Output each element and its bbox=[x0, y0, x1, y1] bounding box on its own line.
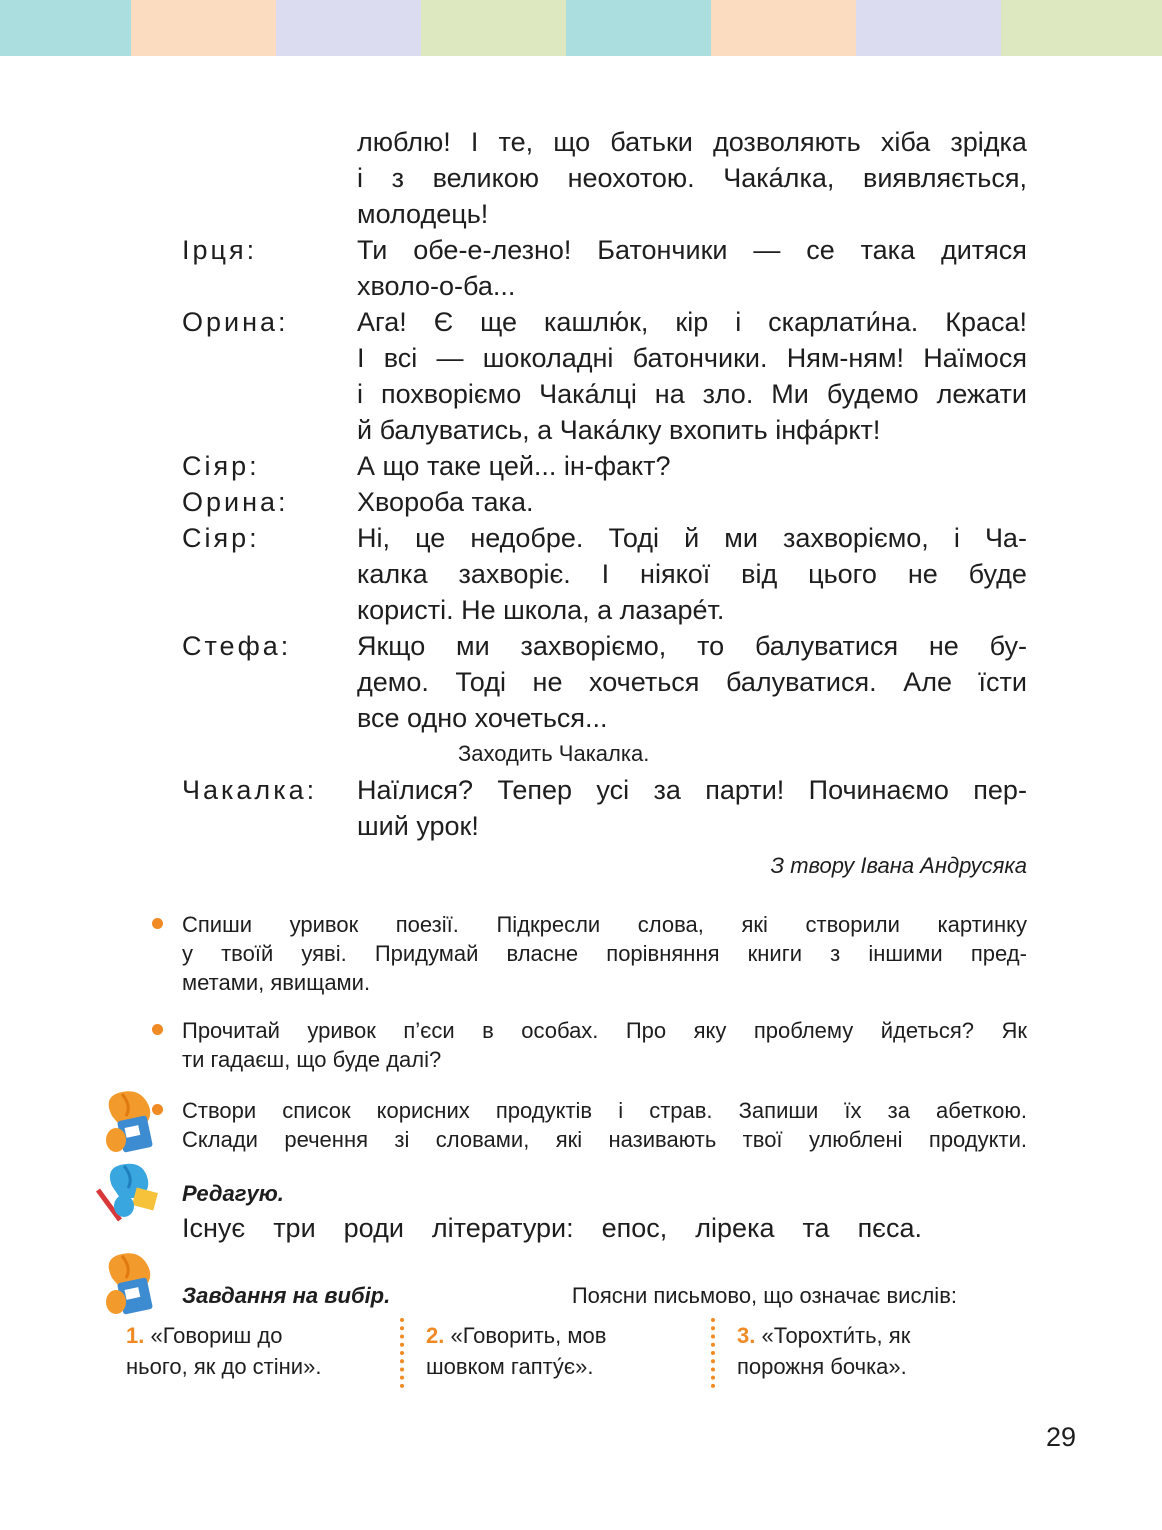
option-text: шовком гапту́є». bbox=[426, 1354, 594, 1379]
speaker-name: Чакалка: bbox=[182, 775, 318, 805]
option-text: порожня бочка». bbox=[737, 1354, 907, 1379]
dialogue-line bbox=[182, 412, 1027, 448]
dialogue-text: і з великою неохотою. Чака́лка, виявляється, bbox=[357, 163, 1027, 193]
dialogue-text: й балуватись, а Чака́лку вхопить інфа́ркт! bbox=[357, 415, 881, 445]
stripe-segment bbox=[711, 0, 856, 56]
task-1-line: метами, явищами. bbox=[182, 970, 371, 995]
speaker-name: Орина: bbox=[182, 307, 289, 337]
stripe-segment bbox=[1001, 0, 1162, 56]
stripe-segment bbox=[566, 0, 711, 56]
dialogue-line bbox=[182, 592, 1027, 628]
option-text: «Говориш до bbox=[150, 1323, 283, 1348]
option-text: «Говорить, мов bbox=[450, 1323, 607, 1348]
speaker-name: Ірця: bbox=[182, 235, 258, 265]
choice-prompt: Поясни письмово, що означає вислів: bbox=[571, 1283, 957, 1308]
dialogue-line bbox=[182, 340, 1027, 376]
orange-mascot-book-icon bbox=[92, 1086, 162, 1156]
speaker-name: Орина: bbox=[182, 487, 289, 517]
choice-option-1 bbox=[126, 1320, 376, 1382]
option-number: 1. bbox=[126, 1323, 145, 1348]
edit-sentence: Існує три роди літератури: епос, лірека та пєса. bbox=[182, 1213, 922, 1243]
dialogue-line bbox=[182, 664, 1027, 700]
edit-heading-text: Редагую. bbox=[182, 1181, 284, 1206]
dialogue-line bbox=[182, 628, 1027, 664]
bullet-icon bbox=[152, 1104, 163, 1115]
option-number: 3. bbox=[737, 1323, 756, 1348]
stripe-segment bbox=[131, 0, 276, 56]
dialogue-line bbox=[182, 556, 1027, 592]
task-2-line: ти гадаєш, що буде далі? bbox=[182, 1047, 442, 1072]
option-text: «Торохти́ть, як bbox=[761, 1323, 911, 1348]
dialogue-line bbox=[182, 448, 1027, 484]
option-text: нього, як до стіни». bbox=[126, 1354, 322, 1379]
dialogue-line bbox=[182, 520, 1027, 556]
dialogue-text: А що таке цей... ін-факт? bbox=[357, 451, 671, 481]
speaker-name: Стефа: bbox=[182, 631, 292, 661]
blue-mascot-pencil-icon bbox=[94, 1160, 168, 1224]
color-stripe bbox=[0, 0, 1162, 56]
dialogue-line bbox=[182, 700, 1027, 736]
choice-option-3 bbox=[737, 1320, 997, 1382]
task-2: Прочитай уривок п’єси в особах. Про яку проблему йдеться? Як ти гадаєш, що буде далі? bbox=[182, 1016, 1027, 1074]
dialogue-line bbox=[182, 160, 1027, 196]
dialogue-line bbox=[182, 124, 1027, 160]
dialogue-line bbox=[182, 196, 1027, 232]
dialogue-text: Ні, це недобре. Тоді й ми захворіємо, і Ча- bbox=[357, 523, 1027, 553]
speaker-name: Сіяр: bbox=[182, 523, 260, 553]
option-number: 2. bbox=[426, 1323, 445, 1348]
bullet-icon bbox=[152, 918, 163, 929]
page-number: 29 bbox=[1046, 1422, 1077, 1452]
choice-option-2 bbox=[426, 1320, 696, 1382]
dialogue-text: І всі — шоколадні батончики. Ням-ням! Наїмося bbox=[357, 343, 1027, 373]
dialogue-text: демо. Тоді не хочеться балуватися. Але їсти bbox=[357, 667, 1027, 697]
dialogue-text: користі. Не школа, а лазаре́т. bbox=[357, 595, 725, 625]
stripe-segment bbox=[856, 0, 1001, 56]
task-3: Створи список корисних продуктів і страв. Запиши їх за абеткою. Склади речення зі словами, які називають твої улюблені продукти. bbox=[182, 1096, 1027, 1154]
dialogue-text: калка захворіє. І ніякої від цього не буде bbox=[357, 559, 1027, 589]
orange-mascot-book-icon bbox=[92, 1250, 162, 1316]
dotted-separator bbox=[711, 1318, 719, 1388]
stage-direction: Заходить Чакалка. bbox=[458, 741, 650, 766]
dialogue-text: і похворіємо Чака́лці на зло. Ми будемо лежати bbox=[357, 379, 1027, 409]
dialogue-text: Ага! Є ще кашлю́к, кір і скарлати́на. Краса! bbox=[357, 307, 1027, 337]
dialogue-text: Хвороба така. bbox=[357, 487, 534, 517]
dotted-separator bbox=[400, 1318, 408, 1388]
task-1: Спиши уривок поезії. Підкресли слова, які створили картинку у твоїй уяві. Придумай власне порівняння книги з іншими пред- метами, явищами. bbox=[182, 910, 1027, 997]
speaker-name: Сіяр: bbox=[182, 451, 260, 481]
dialogue-line bbox=[182, 484, 1027, 520]
dialogue-text: ший урок! bbox=[357, 811, 479, 841]
dialogue-line bbox=[182, 232, 1027, 268]
stripe-segment bbox=[421, 0, 566, 56]
dialogue-text: люблю! І те, що батьки дозволяють хіба зрідка bbox=[357, 127, 1027, 157]
bullet-icon bbox=[152, 1024, 163, 1035]
dialogue-text: хволо-о-ба... bbox=[357, 271, 516, 301]
dialogue-line bbox=[182, 304, 1027, 340]
stripe-segment bbox=[0, 0, 131, 56]
dialogue-line bbox=[182, 772, 1027, 808]
dialogue-line bbox=[182, 268, 1027, 304]
dialogue-line bbox=[182, 376, 1027, 412]
source-attribution: З твору Івана Андрусяка bbox=[770, 853, 1027, 878]
dialogue-line bbox=[182, 808, 1027, 844]
dialogue-text: Наїлися? Тепер усі за парти! Починаємо пер- bbox=[357, 775, 1027, 805]
choice-task bbox=[182, 1282, 957, 1310]
dialogue-text: Ти обе-е-лезно! Батончики — се така дитяся bbox=[357, 235, 1027, 265]
play-excerpt bbox=[182, 124, 1027, 882]
dialogue-text: все одно хочеться... bbox=[357, 703, 608, 733]
dialogue-text: Якщо ми захворіємо, то балуватися не бу- bbox=[357, 631, 1027, 661]
stripe-segment bbox=[276, 0, 421, 56]
edit-heading bbox=[182, 1180, 1027, 1208]
dialogue-text: молодець! bbox=[357, 199, 489, 229]
choice-heading: Завдання на вибір. bbox=[182, 1283, 391, 1308]
